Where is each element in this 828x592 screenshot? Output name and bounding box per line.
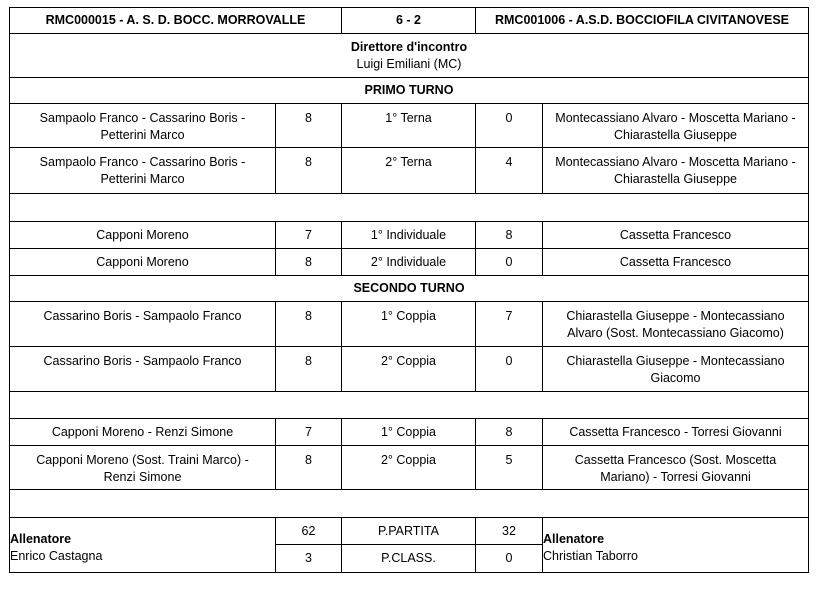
spacer-row <box>9 391 809 419</box>
director-label: Direttore d'incontro <box>350 39 468 54</box>
partita-label: P.PARTITA <box>341 517 476 545</box>
director-name: Luigi Emiliani (MC) <box>356 56 462 71</box>
home-players: Cassarino Boris - Sampaolo Franco <box>9 346 276 392</box>
away-players: Cassetta Francesco - Torresi Giovanni <box>542 418 809 446</box>
away-players: Cassetta Francesco <box>542 221 809 249</box>
game-type: 1° Terna <box>341 103 476 148</box>
away-score: 8 <box>475 418 543 446</box>
home-players: Capponi Moreno <box>9 221 276 249</box>
away-score: 8 <box>475 221 543 249</box>
home-players: Capponi Moreno <box>9 248 276 276</box>
game-type: 2° Individuale <box>341 248 476 276</box>
away-coach-cell <box>542 517 809 573</box>
home-players: Sampaolo Franco - Cassarino Boris - Petterini Marco <box>9 103 276 148</box>
away-team-name: RMC001006 - A.S.D. BOCCIOFILA CIVITANOVESE <box>475 7 809 34</box>
home-score: 8 <box>275 103 342 148</box>
spacer-row <box>9 193 809 222</box>
home-score: 7 <box>275 418 342 446</box>
class-label: P.CLASS. <box>341 544 476 573</box>
game-type: 2° Coppia <box>341 346 476 392</box>
home-score: 8 <box>275 147 342 194</box>
away-players: Chiarastella Giuseppe - Montecassiano Alvaro (Sost. Montecassiano Giacomo) <box>542 301 809 347</box>
director-cell <box>9 33 809 78</box>
home-players: Sampaolo Franco - Cassarino Boris - Petterini Marco <box>9 147 276 194</box>
home-players: Capponi Moreno (Sost. Traini Marco) - Renzi Simone <box>9 445 276 490</box>
game-type: 2° Coppia <box>341 445 476 490</box>
home-score: 8 <box>275 248 342 276</box>
away-score: 0 <box>475 103 543 148</box>
home-team-name: RMC000015 - A. S. D. BOCC. MORROVALLE <box>9 7 342 34</box>
home-coach-cell <box>9 517 276 573</box>
away-players: Chiarastella Giuseppe - Montecassiano Giacomo <box>542 346 809 392</box>
class-away: 0 <box>475 544 543 573</box>
home-score: 7 <box>275 221 342 249</box>
match-score: 6 - 2 <box>341 7 476 34</box>
away-score: 7 <box>475 301 543 347</box>
away-coach-label: Allenatore <box>543 532 605 546</box>
away-players: Montecassiano Alvaro - Moscetta Mariano - Chiarastella Giuseppe <box>542 147 809 194</box>
game-type: 1° Coppia <box>341 418 476 446</box>
class-home: 3 <box>275 544 342 573</box>
away-score: 5 <box>475 445 543 490</box>
primo-turno-title: PRIMO TURNO <box>9 77 809 104</box>
away-score: 0 <box>475 248 543 276</box>
spacer-row <box>9 489 809 518</box>
away-score: 0 <box>475 346 543 392</box>
game-type: 1° Individuale <box>341 221 476 249</box>
game-type: 2° Terna <box>341 147 476 194</box>
partita-away: 32 <box>475 517 543 545</box>
home-score: 8 <box>275 445 342 490</box>
away-players: Cassetta Francesco (Sost. Moscetta Mariano) - Torresi Giovanni <box>542 445 809 490</box>
home-coach-name: Enrico Castagna <box>10 549 103 563</box>
game-type: 1° Coppia <box>341 301 476 347</box>
home-score: 8 <box>275 301 342 347</box>
away-players: Cassetta Francesco <box>542 248 809 276</box>
home-players: Cassarino Boris - Sampaolo Franco <box>9 301 276 347</box>
home-players: Capponi Moreno - Renzi Simone <box>9 418 276 446</box>
away-players: Montecassiano Alvaro - Moscetta Mariano - Chiarastella Giuseppe <box>542 103 809 148</box>
home-coach-label: Allenatore <box>10 532 72 546</box>
partita-home: 62 <box>275 517 342 545</box>
secondo-turno-title: SECONDO TURNO <box>9 275 809 302</box>
away-coach-name: Christian Taborro <box>543 549 638 563</box>
home-score: 8 <box>275 346 342 392</box>
away-score: 4 <box>475 147 543 194</box>
